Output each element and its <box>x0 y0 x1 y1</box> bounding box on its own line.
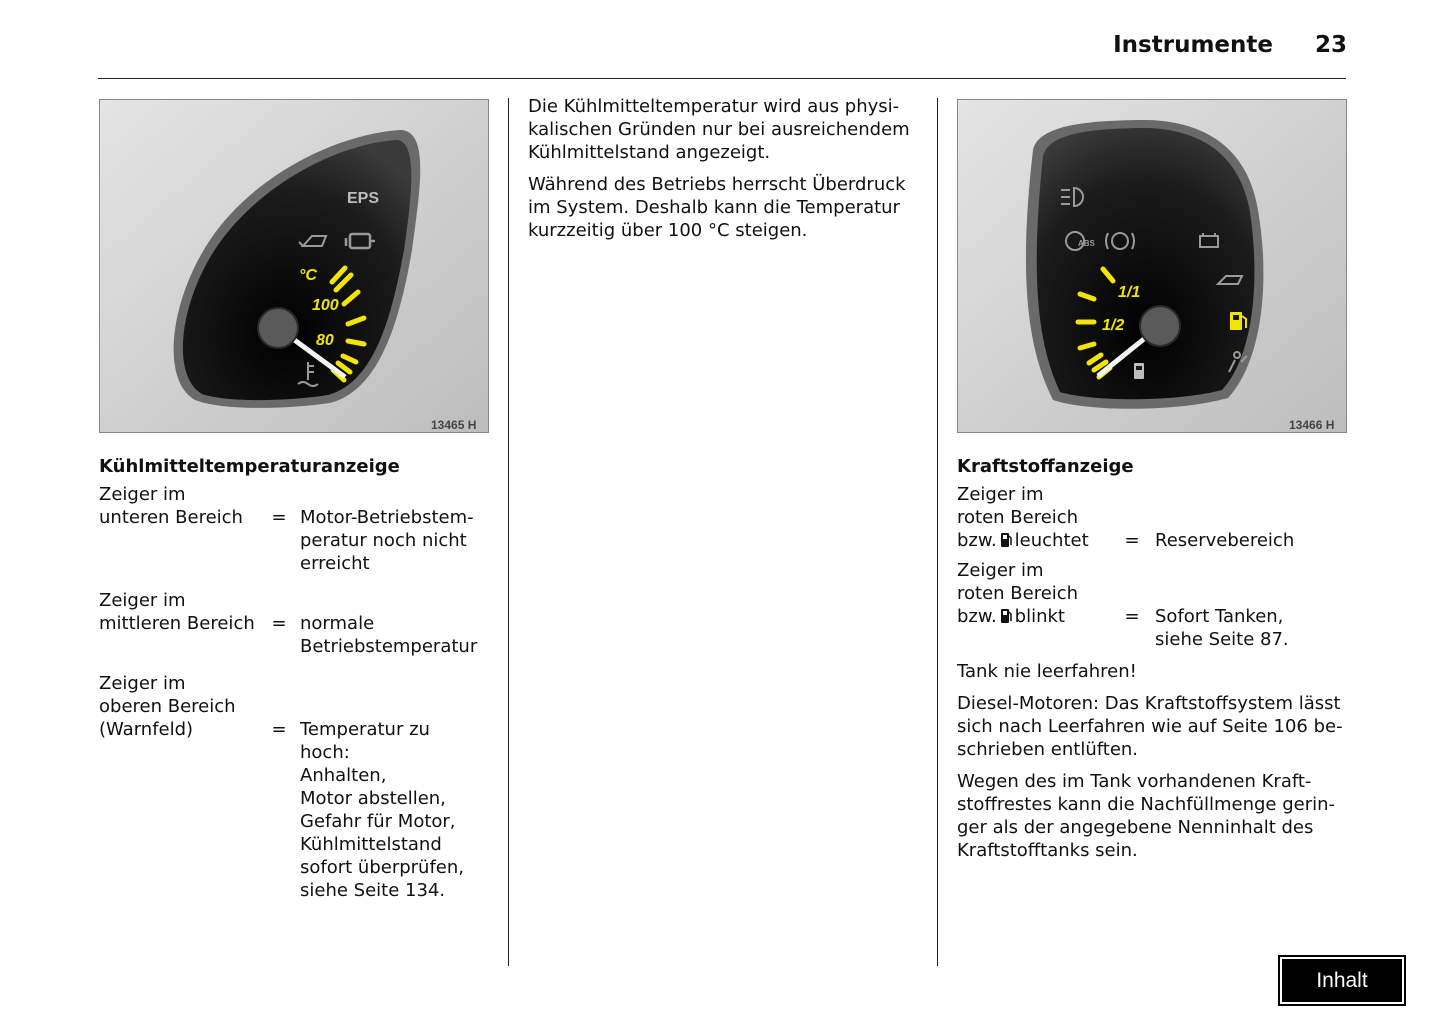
fuel-gauge-heading: Kraftstoffanzeige <box>957 456 1134 477</box>
paragraph: Die Kühlmitteltemperatur wird aus physi- kalischen Gründen nur bei ausreichendem Kühlmittelstand angezeigt. <box>528 96 910 163</box>
fuel-icon <box>1134 363 1144 379</box>
def-term: Zeiger im oberen Bereich (Warnfeld) <box>99 673 236 740</box>
celsius-label: °C <box>299 267 317 284</box>
gauge-tick <box>348 341 364 344</box>
def-term: Zeiger im unteren Bereich <box>99 484 243 528</box>
coolant-definition-list <box>99 483 489 903</box>
def-term: Zeiger im mittleren Bereich <box>99 590 255 634</box>
def-term: Zeiger im roten Bereich bzw. blinkt <box>957 560 1079 627</box>
column-divider-left <box>508 98 509 966</box>
fuel-half-label: 1/2 <box>1102 317 1125 334</box>
fuel-pump-icon <box>1000 608 1012 624</box>
paragraph: Wegen des im Tank vorhandenen Kraft- stoffrestes kann die Nachfüllmenge gerin- ger als der angegebene Nenninhalt des Kraftstofftanks sein. <box>957 771 1336 861</box>
def-description: Reservebereich <box>1155 530 1295 551</box>
fuel-pump-icon <box>1000 532 1012 548</box>
paragraph: Diesel-Motoren: Das Kraftstoffsystem lässt sich nach Leerfahren wie auf Seite 106 be- schrieben entlüften. <box>957 693 1343 760</box>
def-description: Temperatur zu hoch: Anhalten, Motor abstellen, Gefahr für Motor, Kühlmittelstand sofort überprüfen, siehe Seite 134. <box>300 719 465 901</box>
def-equals: = <box>271 613 287 634</box>
temp-80-label: 80 <box>316 332 334 349</box>
figure-id-label: 13466 H <box>1289 418 1335 432</box>
coolant-gauge-figure <box>99 99 489 433</box>
column-divider-right <box>937 98 938 966</box>
fuel-definition-list <box>957 483 1347 653</box>
needle-hub <box>1140 306 1180 346</box>
def-description: Motor-Betriebstem- peratur noch nicht erreicht <box>300 507 474 574</box>
fuel-gauge-figure <box>957 99 1347 433</box>
temp-100-label: 100 <box>312 297 339 314</box>
def-description: normale Betriebstemperatur <box>300 613 478 657</box>
paragraph: Während des Betriebs herrscht Überdruck im System. Deshalb kann die Temperatur kurzzeitig über 100 °C steigen. <box>528 174 906 241</box>
needle-hub <box>258 308 298 348</box>
def-equals: = <box>271 719 287 740</box>
page-section-title: Instrumente <box>1113 32 1273 58</box>
paragraph: Tank nie leerfahren! <box>957 661 1137 682</box>
fuel-full-label: 1/1 <box>1118 284 1141 301</box>
coolant-gauge-heading: Kühlmitteltemperaturanzeige <box>99 456 400 477</box>
page-number: 23 <box>1314 32 1347 58</box>
def-equals: = <box>271 507 287 528</box>
header-divider <box>98 78 1346 79</box>
table-of-contents-button[interactable]: Inhalt <box>1280 957 1404 1004</box>
svg-text:ABS: ABS <box>1078 239 1095 248</box>
def-equals: = <box>1124 530 1140 551</box>
middle-column-text <box>528 95 923 251</box>
def-description: Sofort Tanken, siehe Seite 87. <box>1155 606 1289 650</box>
figure-id-label: 13465 H <box>431 418 477 432</box>
fuel-notes <box>957 660 1352 871</box>
def-equals: = <box>1124 606 1140 627</box>
def-term: Zeiger im roten Bereich bzw. leuchtet <box>957 484 1089 551</box>
eps-label: EPS <box>347 190 380 207</box>
